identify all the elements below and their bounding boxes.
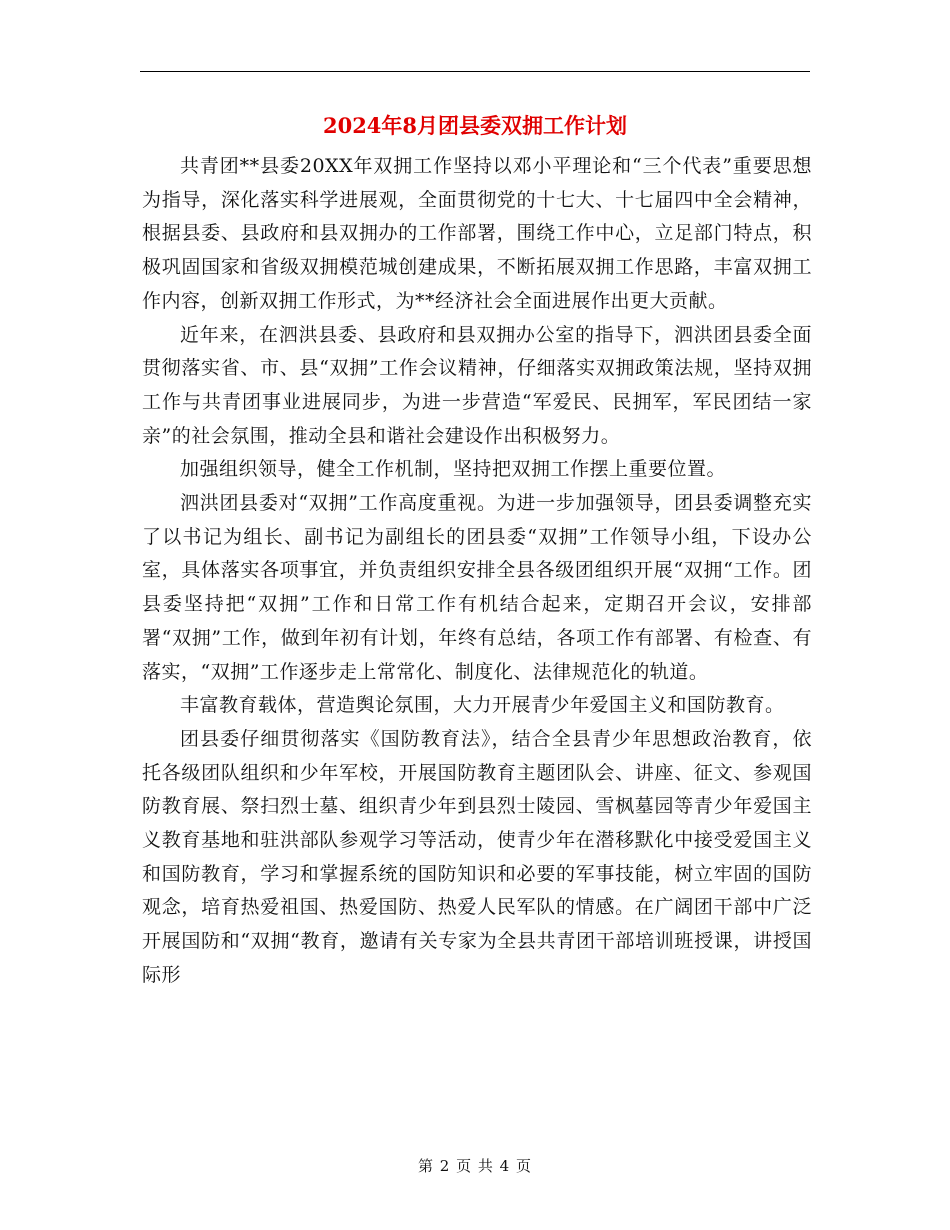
page-number-footer: 第 2 页 共 4 页 <box>418 1157 532 1175</box>
paragraph: 共青团**县委20XX年双拥工作坚持以邓小平理论和“三个代表”重要思想为指导，深化落实科学进展观，全面贯彻党的十七大、十七届四中全会精神，根据县委、县政府和县双拥办的工作部署，围绕工作中心，立足部门特点，积极巩固国家和省级双拥模范城创建成果，不断拓展双拥工作思路，丰富双拥工作内容，创新双拥工作形式，为**经济社会全面进展作出更大贡献。 <box>142 155 812 312</box>
document-title: 2024年8月团县委双拥工作计划 <box>322 113 628 138</box>
paragraph: 近年来，在泗洪县委、县政府和县双拥办公室的指导下，泗洪团县委全面贯彻落实省、市、县“双拥”工作会议精神，仔细落实双拥政策法规，坚持双拥工作与共青团事业进展同步，为进一步营造“军爱民、民拥军，军民团结一家亲”的社会氛围，推动全县和谐社会建设作出积极努力。 <box>142 323 812 447</box>
section-heading: 丰富教育载体，营造舆论氛围，大力开展青少年爱国主义和国防教育。 <box>180 694 785 717</box>
section-heading: 加强组织领导，健全工作机制，坚持把双拥工作摆上重要位置。 <box>180 458 727 481</box>
paragraph: 泗洪团县委对“双拥”工作高度重视。为进一步加强领导，团县委调整充实了以书记为组长、副书记为副组长的团县委“双拥”工作领导小组，下设办公室，具体落实各项事宜，并负责组织安排全县各级团组织开展“双拥“工作。团县委坚持把“双拥”工作和日常工作有机结合起来，定期召开会议，安排部署“双拥”工作，做到年初有计划，年终有总结，各项工作有部署、有检查、有落实，“双拥”工作逐步走上常常化、制度化、法律规范化的轨道。 <box>142 492 812 683</box>
paragraph: 团县委仔细贯彻落实《国防教育法》，结合全县青少年思想政治教育，依托各级团队组织和少年军校，开展国防教育主题团队会、讲座、征文、参观国防教育展、祭扫烈士墓、组织青少年到县烈士陵园、雪枫墓园等青少年爱国主义教育基地和驻洪部队参观学习等活动，使青少年在潜移默化中接受爱国主义和国防教育，学习和掌握系统的国防知识和必要的军事技能，树立牢固的国防观念，培育热爱祖国、热爱国防、热爱人民军队的情感。在广阔团干部中广泛开展国防和“双拥“教育，邀请有关专家为全县共青团干部培训班授课，讲授国际形 <box>142 727 812 986</box>
document-body <box>142 150 812 993</box>
header-rule <box>140 71 810 72</box>
